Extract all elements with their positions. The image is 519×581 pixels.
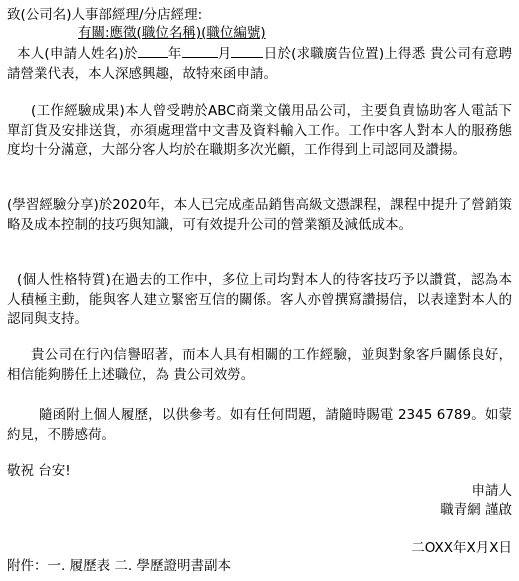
intro-paragraph [7, 43, 512, 84]
salutation: 致(公司名)人事部經理/分店經理: [7, 7, 203, 23]
closing-greeting: 敬祝 台安! [7, 463, 71, 479]
contact-paragraph: 隨函附上個人履歷，以供參考。如有任何問題，請隨時賜電 2345 6789。如蒙約見，不勝感荷。 [7, 407, 512, 443]
signature-name: 職青網 謹啟 [440, 502, 512, 518]
month-blank [182, 43, 218, 58]
intro-text-start: 本人(申請人姓名)於 [17, 46, 138, 62]
letter-date: 二OXX年X月X日 [411, 540, 512, 556]
day-blank [231, 43, 263, 58]
personality-paragraph: (個人性格特質)在過去的工作中，多位上司均對本人的待客技巧予以讚賞，認為本人積極主動，能與客人建立緊密互信的關係。客人亦曾撰寫讚揚信，以表達對本人的認同與支持。 [7, 272, 512, 327]
intro-month-label: 月 [217, 46, 232, 62]
intro-year-label: 年 [167, 46, 182, 62]
work-experience-paragraph: (工作經驗成果)本人曾受聘於ABC商業文儀用品公司，主要負責協助客人電話下單訂貨及安排送貨，亦須處理當中文書及資料輸入工作。工作中客人對本人的服務態度均十分滿意，大部分客人均於在職期多次光顧，工作得到上司認同及讚揚。 [7, 103, 512, 158]
company-reputation-paragraph: 貴公司在行內信譽昭著，而本人具有相關的工作經驗，並與對象客戶關係良好，相信能夠勝任上述職位，為 貴公司效勞。 [7, 347, 512, 383]
signature-title: 申請人 [471, 483, 512, 499]
intro-text-end: 日於(求職廣告位置)上得悉 貴公司有意聘請營業代表，本人深感興趣，故特來函申請。 [7, 46, 513, 82]
subject-line: 有關:應徵(職位名稱)(職位編號) [78, 25, 266, 41]
attachments-line: 附件：一. 履歷表 二. 學歷證明書副本 [7, 558, 231, 574]
learning-experience-paragraph: (學習經驗分享)於2020年，本人已完成產品銷售高級文憑課程，課程中提升了營銷策略及成本控制的技巧與知識，可有效提升公司的營業額及減低成本。 [7, 197, 512, 233]
year-blank [138, 43, 168, 58]
